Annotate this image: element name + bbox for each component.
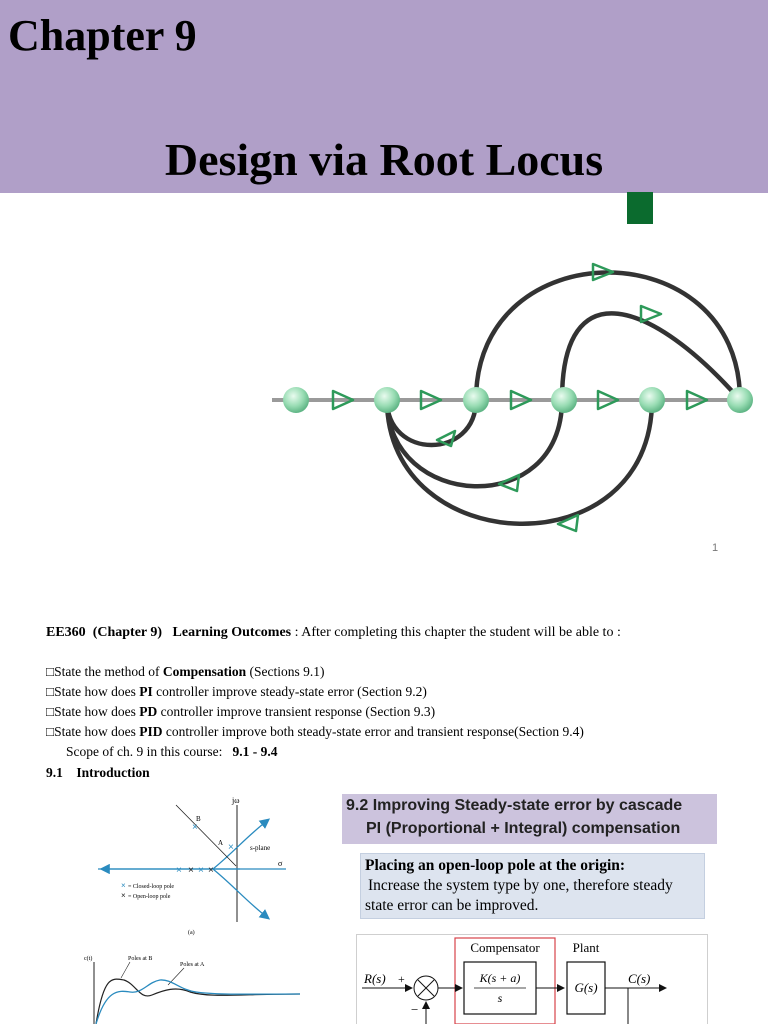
damping-line [176,805,236,866]
figure-caption: (a) [188,930,195,936]
scope-label: Scope of ch. 9 in this course: [66,744,223,759]
outcome-text: □State how does [46,724,140,739]
open-loop-pole-mark: × [208,865,214,876]
poles-b-label: Poles at B [128,956,153,962]
placing-pole-heading: Placing an open-loop pole at the origin: [365,857,626,874]
green-accent-bar [627,192,653,224]
poles-a-label: Poles at A [180,962,205,968]
ct-label: c(t) [84,956,93,962]
response-curve-a [96,980,300,1024]
response-curve-b [96,979,300,1024]
closed-loop-pole-mark: × [192,822,198,833]
closed-loop-pole-mark: × [228,842,234,853]
outcome-item [46,683,427,701]
lower-arc-small [387,400,476,445]
flow-node [727,387,753,413]
section-9-2-heading-box [342,794,717,844]
outcome-text: □State the method of [46,664,163,679]
slide-title: Design via Root Locus [164,134,604,185]
minus-sign: − [411,1002,419,1017]
output-label: C(s) [628,971,651,986]
outcome-text: controller improve transient response (Section 9.3) [157,704,436,719]
branch-arrow [641,306,661,322]
compensator-numerator: K(s + a) [479,971,521,985]
legend-closed-text: = Closed-loop pole [128,884,175,890]
course-code: EE360 [46,625,86,640]
closed-loop-pole-mark: × [176,865,182,876]
outcome-text: □State how does [46,684,140,699]
outcome-keyword: PID [139,724,163,739]
s-plane-label: s-plane [250,844,271,852]
flow-node [374,387,400,413]
course-scope [66,744,277,760]
flow-node [463,387,489,413]
section-9-1-heading: 9.1 Introduction [46,765,150,780]
outcome-item [46,723,584,741]
outcome-keyword: PD [139,704,158,719]
outcome-text: controller improve steady-state error (Section 9.2) [152,684,427,699]
sigma-label: σ [278,859,283,868]
locus-branch-lower [213,869,268,918]
flow-node [551,387,577,413]
closed-loop-pole-mark: × [198,865,204,876]
flow-node [639,387,665,413]
plant-label: Plant [572,940,600,955]
poles-b-leader [121,962,130,978]
plant-transfer-function: G(s) [574,980,598,995]
outcome-keyword: Compensation [162,664,247,679]
learning-outcomes-heading: Learning Outcomes [172,625,292,640]
signal-flow-graph-illustration [262,230,762,540]
scope-value: 9.1 - 9.4 [232,744,278,759]
placing-pole-text-1: Increase the system type by one, therefore steady [368,877,673,894]
learning-outcomes-line [46,624,621,642]
compensator-denominator: s [497,991,503,1005]
upper-arc-outer [476,273,740,401]
flow-node [283,387,309,413]
plus-sign: + [398,972,405,986]
jw-label: jω [232,796,240,805]
outcome-text: controller improve both steady-state error and transient response(Section 9.4) [162,724,584,739]
compensator-label: Compensator [470,940,540,955]
legend-closed-mark: × [121,881,126,890]
outcome-text: (Sections 9.1) [246,664,325,679]
input-label: R(s) [364,971,386,986]
root-locus-figure [80,790,310,940]
lower-arc-large [387,400,652,524]
point-b-label: B [196,815,201,823]
open-loop-pole-mark: × [188,865,194,876]
outcome-item [46,703,435,721]
page-number: 1 [712,542,719,554]
learning-outcomes-intro: : After completing this chapter the student will be able to : [291,625,621,640]
step-response-figure [80,948,310,1024]
outcome-item [46,663,325,681]
placing-pole-text-2: state error can be improved. [365,897,539,914]
chapter-label: Chapter 9 [8,11,197,60]
title-banner [0,0,768,193]
legend-open-mark: × [121,891,126,900]
pi-block-diagram [356,934,708,1024]
chapter-ref: (Chapter 9) [92,625,163,640]
legend-open-text: = Open-loop pole [128,894,171,900]
placing-pole-box [360,853,705,919]
section-9-2-line2: PI (Proportional + Integral) compensation [366,820,681,837]
outcome-text: □State how does [46,704,140,719]
upper-arc-inner [562,313,740,400]
point-a-label: A [218,839,224,847]
section-9-2-line1: 9.2 Improving Steady-state error by cascade [346,797,683,814]
outcome-keyword: PI [139,684,153,699]
